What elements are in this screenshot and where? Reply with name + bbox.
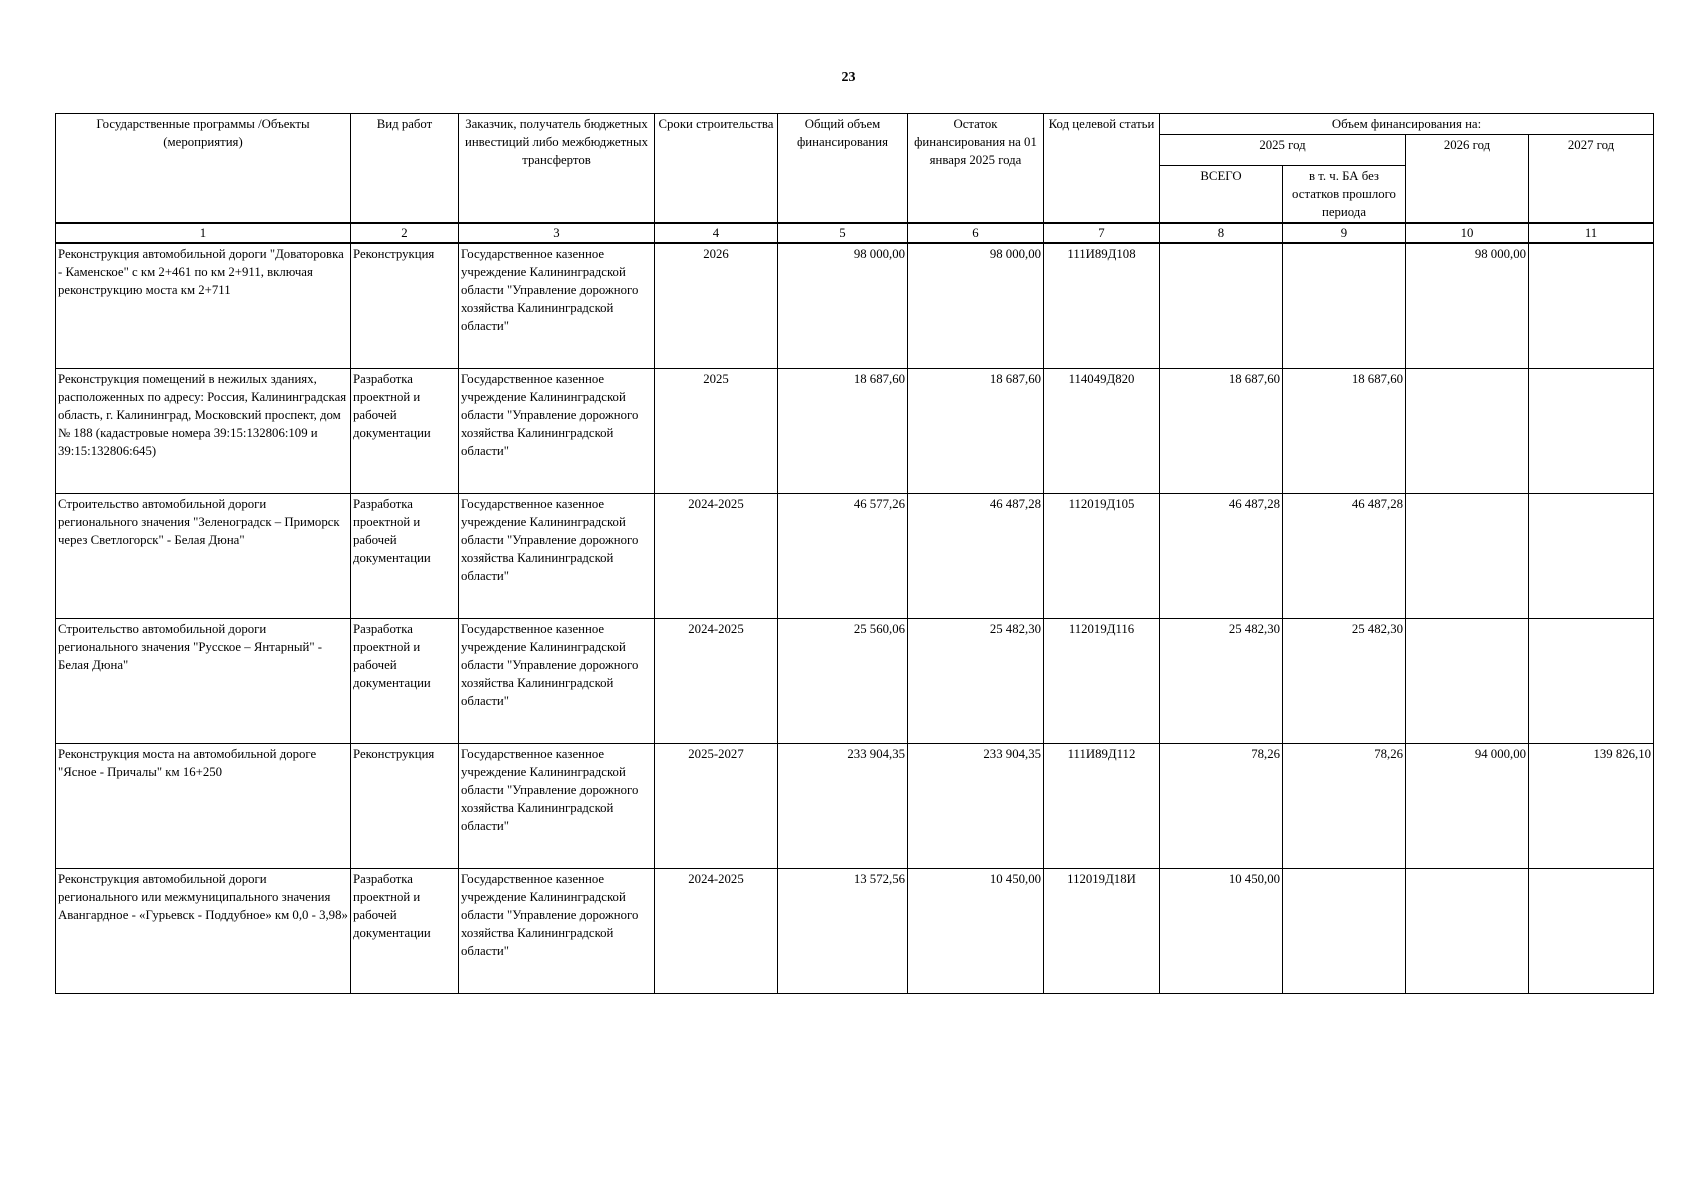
column-number: 6 — [908, 223, 1044, 243]
header-work-type: Вид работ — [351, 114, 459, 224]
header-year-2027: 2027 год — [1529, 135, 1654, 224]
cell-work: Разработка проектной и рабочей документации — [351, 494, 459, 619]
header-remainder: Остаток финансирования на 01 января 2025 года — [908, 114, 1044, 224]
cell-2025-ba — [1283, 243, 1406, 369]
cell-total: 233 904,35 — [778, 744, 908, 869]
cell-remainder: 10 450,00 — [908, 869, 1044, 994]
cell-terms: 2024-2025 — [655, 869, 778, 994]
cell-customer: Государственное казенное учреждение Калининградской области "Управление дорожного хозяйства Калининградской области" — [459, 494, 655, 619]
cell-terms: 2024-2025 — [655, 619, 778, 744]
header-terms: Сроки строительства — [655, 114, 778, 224]
cell-work: Разработка проектной и рабочей документации — [351, 869, 459, 994]
cell-2027 — [1529, 494, 1654, 619]
column-number: 3 — [459, 223, 655, 243]
cell-object: Строительство автомобильной дороги регионального значения "Зеленоградск – Приморск через Светлогорск" - Белая Дюна" — [56, 494, 351, 619]
cell-2025-ba — [1283, 869, 1406, 994]
cell-customer: Государственное казенное учреждение Калининградской области "Управление дорожного хозяйства Калининградской области" — [459, 369, 655, 494]
header-year-2026: 2026 год — [1406, 135, 1529, 224]
header-total-volume: Общий объем финансирования — [778, 114, 908, 224]
cell-code: 112019Д105 — [1044, 494, 1160, 619]
column-number: 11 — [1529, 223, 1654, 243]
cell-remainder: 233 904,35 — [908, 744, 1044, 869]
cell-2026 — [1406, 869, 1529, 994]
cell-code: 114049Д820 — [1044, 369, 1160, 494]
cell-remainder: 98 000,00 — [908, 243, 1044, 369]
header-incl-ba: в т. ч. БА без остатков прошлого периода — [1283, 166, 1406, 224]
table-row — [56, 243, 1654, 369]
cell-2027 — [1529, 243, 1654, 369]
cell-2025-ba: 25 482,30 — [1283, 619, 1406, 744]
cell-2026 — [1406, 369, 1529, 494]
cell-2025-total: 18 687,60 — [1160, 369, 1283, 494]
cell-terms: 2025-2027 — [655, 744, 778, 869]
cell-2027 — [1529, 869, 1654, 994]
table-row — [56, 369, 1654, 494]
cell-customer: Государственное казенное учреждение Калининградской области "Управление дорожного хозяйства Калининградской области" — [459, 243, 655, 369]
cell-work: Реконструкция — [351, 243, 459, 369]
cell-2025-total: 25 482,30 — [1160, 619, 1283, 744]
cell-code: 112019Д116 — [1044, 619, 1160, 744]
cell-total: 98 000,00 — [778, 243, 908, 369]
cell-2025-ba: 46 487,28 — [1283, 494, 1406, 619]
column-number: 5 — [778, 223, 908, 243]
header-programs: Государственные программы /Объекты (мероприятия) — [56, 114, 351, 224]
cell-object: Строительство автомобильной дороги регионального значения "Русское – Янтарный" - Белая Дюна" — [56, 619, 351, 744]
column-number: 4 — [655, 223, 778, 243]
cell-customer: Государственное казенное учреждение Калининградской области "Управление дорожного хозяйства Калининградской области" — [459, 869, 655, 994]
cell-code: 111И89Д108 — [1044, 243, 1160, 369]
header-code: Код целевой статьи — [1044, 114, 1160, 224]
cell-object: Реконструкция помещений в нежилых зданиях, расположенных по адресу: Россия, Калининградская область, г. Калининград, Московский проспект, дом № 188 (кадастровые номера 39:15:132806:109 и 39:15:132806:645) — [56, 369, 351, 494]
table-row — [56, 869, 1654, 994]
cell-total: 13 572,56 — [778, 869, 908, 994]
cell-terms: 2025 — [655, 369, 778, 494]
table-row — [56, 619, 1654, 744]
cell-remainder: 46 487,28 — [908, 494, 1044, 619]
table-row — [56, 744, 1654, 869]
column-number: 7 — [1044, 223, 1160, 243]
column-number-row — [56, 223, 1654, 243]
financing-table — [55, 113, 1654, 994]
cell-code: 111И89Д112 — [1044, 744, 1160, 869]
cell-2025-total: 46 487,28 — [1160, 494, 1283, 619]
cell-2027: 139 826,10 — [1529, 744, 1654, 869]
cell-2026 — [1406, 494, 1529, 619]
header-year-2025: 2025 год — [1160, 135, 1406, 166]
header-total-all: ВСЕГО — [1160, 166, 1283, 224]
cell-customer: Государственное казенное учреждение Калининградской области "Управление дорожного хозяйства Калининградской области" — [459, 744, 655, 869]
cell-2025-ba: 78,26 — [1283, 744, 1406, 869]
header-funding-volume: Объем финансирования на: — [1160, 114, 1654, 135]
cell-work: Разработка проектной и рабочей документации — [351, 619, 459, 744]
column-number: 9 — [1283, 223, 1406, 243]
cell-customer: Государственное казенное учреждение Калининградской области "Управление дорожного хозяйства Калининградской области" — [459, 619, 655, 744]
column-number: 10 — [1406, 223, 1529, 243]
cell-2026: 94 000,00 — [1406, 744, 1529, 869]
cell-object: Реконструкция моста на автомобильной дороге "Ясное - Причалы" км 16+250 — [56, 744, 351, 869]
page-number: 23 — [841, 70, 856, 85]
column-number: 8 — [1160, 223, 1283, 243]
table-row — [56, 494, 1654, 619]
cell-total: 25 560,06 — [778, 619, 908, 744]
cell-remainder: 25 482,30 — [908, 619, 1044, 744]
cell-2025-total: 10 450,00 — [1160, 869, 1283, 994]
cell-2025-ba: 18 687,60 — [1283, 369, 1406, 494]
cell-2025-total: 78,26 — [1160, 744, 1283, 869]
cell-2025-total — [1160, 243, 1283, 369]
cell-work: Разработка проектной и рабочей документации — [351, 369, 459, 494]
header-customer: Заказчик, получатель бюджетных инвестиций либо межбюджетных трансфертов — [459, 114, 655, 224]
cell-2027 — [1529, 369, 1654, 494]
cell-remainder: 18 687,60 — [908, 369, 1044, 494]
cell-2026: 98 000,00 — [1406, 243, 1529, 369]
cell-code: 112019Д18И — [1044, 869, 1160, 994]
cell-2026 — [1406, 619, 1529, 744]
column-number: 2 — [351, 223, 459, 243]
cell-object: Реконструкция автомобильной дороги "Доваторовка - Каменское" с км 2+461 по км 2+911, включая реконструкцию моста км 2+711 — [56, 243, 351, 369]
cell-total: 46 577,26 — [778, 494, 908, 619]
cell-total: 18 687,60 — [778, 369, 908, 494]
cell-work: Реконструкция — [351, 744, 459, 869]
cell-terms: 2026 — [655, 243, 778, 369]
cell-terms: 2024-2025 — [655, 494, 778, 619]
cell-2027 — [1529, 619, 1654, 744]
cell-object: Реконструкция автомобильной дороги регионального или межмуниципального значения Авангардное - «Гурьевск - Поддубное» км 0,0 - 3,98» — [56, 869, 351, 994]
column-number: 1 — [56, 223, 351, 243]
